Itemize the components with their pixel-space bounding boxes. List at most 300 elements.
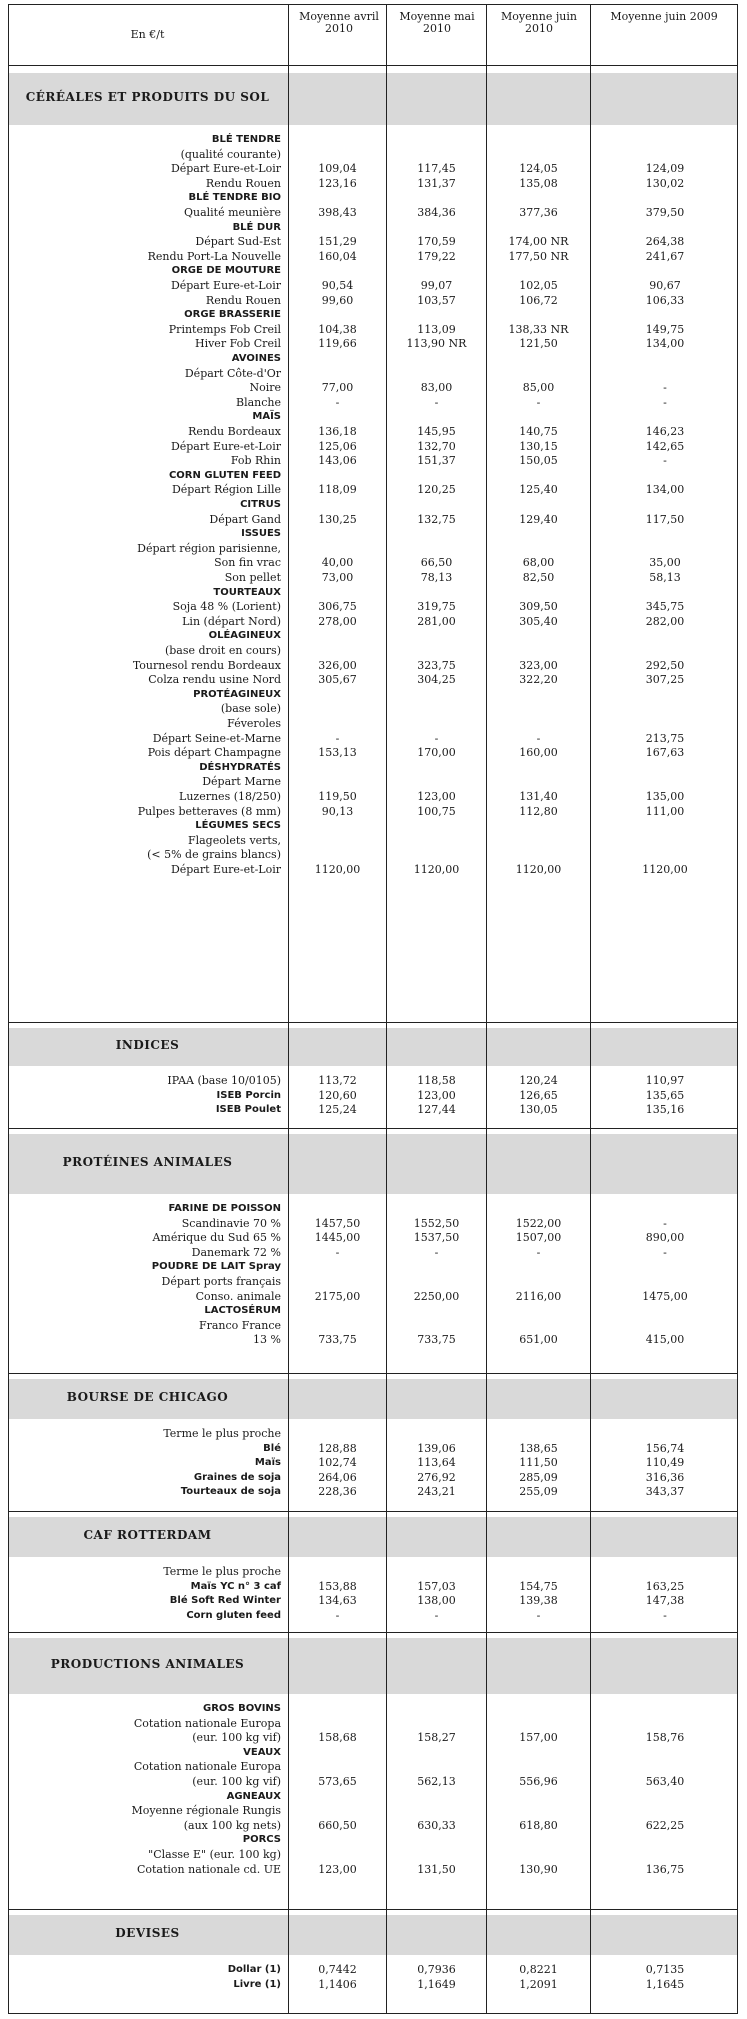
cell-value: 136,18	[318, 425, 357, 438]
row-label: Dollar (1)	[227, 1964, 281, 1975]
row-label: Maïs	[254, 1457, 281, 1469]
cell-value: 377,36	[519, 206, 558, 219]
row-label: Conso. animale	[195, 1289, 281, 1303]
cell-value: 40,00	[321, 556, 354, 570]
cell-value: 1120,00	[642, 863, 688, 876]
cell-value: 323,75	[417, 658, 456, 672]
cell-value: 139,38	[519, 1594, 558, 1608]
cell-value: 158,76	[645, 1731, 685, 1745]
cell-value: 158,68	[318, 1731, 357, 1745]
cell-value: 118,58	[417, 1074, 456, 1087]
cell-value: 78,13	[420, 571, 453, 584]
row-label: Fob Rhin	[230, 454, 281, 468]
row-label: BLÉ TENDRE BIO	[188, 192, 281, 204]
cell-value: 134,00	[645, 483, 685, 497]
cell-value: 264,06	[318, 1470, 357, 1484]
cell-value: 153,13	[318, 746, 357, 760]
row-label: Printemps Fob Creil	[168, 322, 281, 336]
cell-value: 316,36	[645, 1470, 685, 1484]
cell-value: -	[663, 1608, 667, 1622]
section-title: DEVISES	[115, 1926, 180, 1940]
row-label: Cotation nationale cd. UE	[136, 1862, 281, 1876]
row-label: (qualité courante)	[180, 147, 281, 161]
cell-value: 1,1645	[645, 1977, 685, 1991]
cell-value: -	[536, 395, 541, 409]
cell-value: 109,04	[318, 162, 357, 176]
section-divider	[9, 1511, 737, 1512]
cell-value: 58,13	[649, 571, 681, 584]
cell-value: 131,40	[519, 790, 558, 803]
cell-value: 111,50	[519, 1456, 558, 1470]
cell-value: 146,23	[645, 425, 685, 438]
cell-value: 345,75	[645, 600, 685, 614]
row-label: Départ Gand	[209, 512, 281, 526]
cell-value: -	[335, 395, 340, 409]
cell-value: -	[434, 731, 439, 745]
cell-value: 306,75	[318, 600, 357, 614]
row-label: Départ région parisienne,	[137, 541, 281, 555]
cell-value: -	[335, 731, 340, 745]
cell-value: 1522,00	[515, 1216, 562, 1230]
row-label: (base droit en cours)	[164, 644, 281, 657]
cell-value: 85,00	[522, 381, 555, 395]
row-label: Blé Soft Red Winter	[169, 1595, 281, 1607]
cell-value: 120,60	[318, 1088, 357, 1102]
row-label: Cotation nationale Europa	[133, 1716, 281, 1730]
row-label: Hiver Fob Creil	[194, 337, 281, 351]
price-table	[8, 4, 738, 2014]
cell-value: 130,05	[519, 1103, 558, 1117]
cell-value: -	[663, 1245, 667, 1259]
cell-value: 128,88	[318, 1441, 357, 1455]
row-label: Corn gluten feed	[186, 1609, 281, 1621]
row-label: (eur. 100 kg vif)	[192, 1731, 281, 1745]
cell-value: 630,33	[417, 1818, 456, 1832]
cell-value: 90,67	[649, 279, 681, 292]
cell-value: 103,57	[417, 293, 456, 307]
cell-value: 126,65	[519, 1088, 558, 1102]
cell-value: 113,64	[417, 1456, 456, 1470]
cell-value: -	[663, 1216, 667, 1230]
row-label: Noire	[249, 381, 281, 395]
cell-value: 123,00	[417, 790, 456, 803]
cell-value: 2116,00	[515, 1289, 562, 1303]
row-label: 13 %	[253, 1333, 281, 1347]
cell-value: 563,40	[645, 1775, 685, 1788]
cell-value: 167,63	[645, 746, 685, 760]
cell-value: -	[335, 1608, 340, 1622]
section-divider	[9, 1128, 737, 1129]
row-label: Scandinavie 70 %	[181, 1216, 281, 1230]
cell-value: 1445,00	[314, 1231, 361, 1245]
row-label: (< 5% de grains blancs)	[147, 848, 281, 862]
row-label: Livre (1)	[233, 1978, 281, 1990]
cell-value: 156,74	[645, 1441, 685, 1455]
row-label: VEAUX	[243, 1746, 281, 1758]
row-label: Blé	[263, 1442, 281, 1454]
row-label: "Classe E" (eur. 100 kg)	[148, 1848, 281, 1861]
cell-value: 241,67	[645, 249, 685, 263]
cell-value: 142,65	[645, 439, 685, 453]
row-label: Départ Marne	[202, 775, 281, 789]
cell-value: 1,2091	[519, 1977, 558, 1991]
row-label: AVOINES	[231, 353, 281, 364]
row-label: Rendu Rouen	[205, 176, 281, 190]
cell-value: 145,95	[417, 425, 456, 438]
cell-value: 130,25	[318, 512, 357, 526]
cell-value: 147,38	[645, 1594, 685, 1608]
row-label: ORGE DE MOUTURE	[171, 265, 281, 277]
cell-value: 1,1406	[318, 1977, 357, 1991]
row-label: Départ Sud-Est	[195, 235, 281, 249]
cell-value: 143,06	[318, 454, 357, 468]
cell-value: 255,09	[519, 1485, 558, 1499]
row-label: Tourteaux de soja	[180, 1486, 281, 1498]
row-label: ORGE BRASSERIE	[184, 309, 281, 321]
section-divider	[9, 1373, 737, 1374]
cell-value: 139,06	[417, 1441, 456, 1455]
cell-value: 129,40	[519, 512, 558, 526]
cell-value: -	[663, 454, 667, 468]
header-col-apr2010: Moyenne avril 2010	[299, 10, 379, 35]
cell-value: 149,75	[645, 322, 685, 336]
row-label: Départ Région Lille	[171, 483, 281, 497]
cell-value: 119,50	[318, 790, 357, 803]
row-label: ISEB Poulet	[215, 1104, 281, 1116]
header-unit: En €/t	[130, 28, 165, 41]
row-label: Soja 48 % (Lorient)	[172, 600, 281, 614]
cell-value: -	[335, 1245, 340, 1259]
section-title: PRODUCTIONS ANIMALES	[50, 1657, 245, 1671]
cell-value: 99,07	[420, 279, 453, 292]
cell-value: 125,40	[519, 483, 558, 497]
cell-value: 90,54	[321, 279, 354, 292]
cell-value: 157,03	[417, 1579, 456, 1593]
cell-value: -	[434, 395, 439, 409]
cell-value: 110,49	[645, 1456, 685, 1470]
row-label: ISEB Porcin	[216, 1089, 281, 1101]
row-label: Franco France	[198, 1318, 281, 1332]
cell-value: 90,13	[321, 804, 354, 818]
cell-value: 121,50	[519, 337, 558, 351]
cell-value: 322,20	[519, 673, 558, 687]
row-label: Terme le plus proche	[163, 1565, 281, 1578]
cell-value: 112,80	[519, 804, 558, 818]
row-label: Danemark 72 %	[191, 1245, 281, 1259]
cell-value: 138,33 NR	[508, 322, 569, 336]
cell-value: 160,04	[318, 249, 357, 263]
row-label: IPAA (base 10/0105)	[167, 1074, 281, 1087]
cell-value: 73,00	[321, 571, 354, 584]
cell-value: 134,63	[318, 1594, 357, 1608]
cell-value: 309,50	[519, 600, 558, 614]
cell-value: 134,00	[645, 337, 685, 351]
cell-value: 130,90	[519, 1862, 558, 1876]
cell-value: 106,33	[645, 293, 685, 307]
cell-value: 131,50	[417, 1862, 456, 1876]
cell-value: 123,16	[318, 176, 357, 190]
cell-value: 99,60	[321, 293, 354, 307]
row-label: LACTOSÉRUM	[204, 1305, 281, 1317]
cell-value: 622,25	[645, 1818, 685, 1832]
cell-value: 106,72	[519, 293, 558, 307]
cell-value: 130,15	[519, 439, 558, 453]
cell-value: 264,38	[645, 235, 685, 249]
col-divider	[288, 5, 289, 2013]
section-title: CAF ROTTERDAM	[83, 1528, 212, 1542]
cell-value: 323,00	[519, 658, 558, 672]
row-label: OLÉAGINEUX	[208, 630, 281, 642]
cell-value: 68,00	[522, 556, 555, 570]
row-label: PORCS	[242, 1834, 281, 1846]
cell-value: 651,00	[519, 1333, 558, 1347]
row-label: (aux 100 kg nets)	[183, 1818, 281, 1832]
row-label: (base sole)	[220, 702, 281, 716]
section-divider	[9, 1909, 737, 1910]
cell-value: 278,00	[318, 614, 357, 628]
row-label: LÉGUMES SECS	[195, 820, 281, 832]
row-label: AGNEAUX	[226, 1790, 281, 1802]
row-label: Colza rendu usine Nord	[148, 673, 281, 687]
cell-value: 281,00	[417, 614, 456, 628]
cell-value: 305,67	[318, 673, 357, 687]
cell-value: 154,75	[519, 1579, 558, 1593]
cell-value: 140,75	[519, 425, 558, 438]
row-label: Rendu Rouen	[205, 293, 281, 307]
cell-value: 113,09	[417, 322, 456, 336]
cell-value: 213,75	[645, 731, 685, 745]
cell-value: 135,00	[645, 790, 685, 803]
cell-value: 100,75	[417, 804, 456, 818]
section-title: BOURSE DE CHICAGO	[66, 1390, 229, 1404]
row-label: CITRUS	[240, 499, 281, 510]
cell-value: 285,09	[519, 1470, 558, 1484]
section-divider	[9, 1632, 737, 1633]
cell-value: 102,05	[519, 279, 558, 292]
col-divider	[590, 5, 591, 2013]
cell-value: 124,05	[519, 162, 558, 176]
cell-value: 282,00	[645, 614, 685, 628]
row-label: Qualité meunière	[183, 206, 281, 219]
row-label: Son pellet	[224, 571, 281, 584]
cell-value: 1120,00	[413, 863, 460, 876]
cell-value: 618,80	[519, 1818, 558, 1832]
cell-value: 151,29	[318, 235, 357, 249]
cell-value: 562,13	[417, 1775, 456, 1788]
row-label: PROTÉAGINEUX	[193, 688, 281, 700]
row-label: Départ ports français	[161, 1275, 281, 1288]
cell-value: 138,65	[519, 1441, 558, 1455]
row-label: FARINE DE POISSON	[168, 1203, 281, 1214]
cell-value: 66,50	[420, 556, 453, 570]
cell-value: 117,50	[645, 512, 685, 526]
row-label: Rendu Port-La Nouvelle	[147, 249, 281, 263]
cell-value: 158,27	[417, 1731, 456, 1745]
header-col-may2010: Moyenne mai 2010	[399, 10, 475, 35]
row-label: Départ Côte-d'Or	[184, 366, 281, 380]
row-label: BLÉ DUR	[232, 221, 281, 233]
cell-value: 118,09	[318, 483, 357, 497]
cell-value: 660,50	[318, 1818, 357, 1832]
row-label: CORN GLUTEN FEED	[168, 469, 281, 481]
cell-value: -	[663, 395, 667, 409]
cell-value: 733,75	[417, 1333, 456, 1347]
cell-value: 319,75	[417, 600, 456, 614]
header-divider	[9, 65, 737, 66]
cell-value: 305,40	[519, 614, 558, 628]
row-label: Départ Eure-et-Loir	[170, 439, 281, 453]
cell-value: 163,25	[645, 1579, 685, 1593]
cell-value: 104,38	[318, 322, 357, 336]
cell-value: 398,43	[318, 206, 357, 219]
cell-value: 276,92	[417, 1470, 456, 1484]
cell-value: -	[536, 1245, 541, 1259]
cell-value: 1475,00	[642, 1289, 688, 1303]
cell-value: 160,00	[519, 746, 558, 760]
cell-value: 1120,00	[314, 863, 361, 876]
cell-value: -	[663, 381, 667, 395]
cell-value: 415,00	[645, 1333, 685, 1347]
cell-value: 890,00	[645, 1231, 685, 1245]
row-label: ISSUES	[241, 528, 281, 540]
cell-value: 113,72	[318, 1074, 357, 1087]
cell-value: 170,00	[417, 746, 456, 760]
section-title: CÉRÉALES ET PRODUITS DU SOL	[25, 90, 270, 104]
cell-value: 135,65	[645, 1088, 685, 1102]
cell-value: 0,8221	[519, 1963, 558, 1976]
cell-value: 1552,50	[413, 1216, 460, 1230]
row-label: GROS BOVINS	[203, 1703, 281, 1714]
cell-value: 1537,50	[413, 1231, 460, 1245]
cell-value: 135,16	[645, 1103, 685, 1117]
cell-value: 2175,00	[314, 1289, 361, 1303]
row-label: Tournesol rendu Bordeaux	[132, 658, 281, 672]
row-label: Pois départ Champagne	[147, 746, 281, 760]
cell-value: 125,24	[318, 1103, 357, 1117]
cell-value: 131,37	[417, 176, 456, 190]
cell-value: 556,96	[519, 1775, 558, 1788]
cell-value: 136,75	[645, 1862, 685, 1876]
section-title: INDICES	[115, 1038, 180, 1052]
cell-value: -	[434, 1608, 439, 1622]
cell-value: -	[536, 1608, 541, 1622]
cell-value: 151,37	[417, 454, 456, 468]
cell-value: 2250,00	[413, 1289, 460, 1303]
row-label: Son fin vrac	[214, 556, 281, 570]
cell-value: 119,66	[318, 337, 357, 351]
row-label: Rendu Bordeaux	[188, 425, 281, 438]
cell-value: 123,00	[318, 1862, 357, 1876]
cell-value: 1507,00	[515, 1231, 562, 1245]
cell-value: 343,37	[645, 1485, 685, 1499]
row-label: Départ Eure-et-Loir	[170, 863, 281, 876]
cell-value: 117,45	[417, 162, 456, 176]
section-divider	[9, 1022, 737, 1023]
cell-value: 573,65	[318, 1775, 357, 1788]
cell-value: 110,97	[645, 1074, 685, 1087]
cell-value: 1120,00	[515, 863, 562, 876]
row-label: POUDRE DE LAIT Spray	[151, 1261, 281, 1273]
cell-value: 170,59	[417, 235, 456, 249]
cell-value: 83,00	[420, 381, 453, 395]
cell-value: 733,75	[318, 1333, 357, 1347]
row-label: Départ Eure-et-Loir	[170, 279, 281, 292]
header-col-jun2009: Moyenne juin 2009	[610, 10, 718, 23]
cell-value: -	[434, 1245, 439, 1259]
cell-value: -	[536, 731, 541, 745]
row-label: Blanche	[236, 395, 281, 409]
cell-value: 135,08	[519, 176, 558, 190]
row-label: TOURTEAUX	[213, 586, 281, 598]
row-label: Lin (départ Nord)	[182, 614, 281, 628]
cell-value: 153,88	[318, 1579, 357, 1593]
row-label: Luzernes (18/250)	[179, 790, 281, 803]
row-label: (eur. 100 kg vif)	[192, 1775, 281, 1788]
row-label: Maïs YC n° 3 caf	[190, 1580, 281, 1592]
cell-value: 379,50	[645, 206, 685, 219]
cell-value: 132,75	[417, 512, 456, 526]
cell-value: 125,06	[318, 439, 357, 453]
cell-value: 0,7936	[417, 1963, 456, 1976]
row-label: Féveroles	[227, 717, 281, 730]
cell-value: 0,7135	[645, 1963, 685, 1976]
section-title: PROTÉINES ANIMALES	[62, 1155, 233, 1169]
cell-value: 123,00	[417, 1088, 456, 1102]
cell-value: 243,21	[417, 1485, 456, 1499]
cell-value: 292,50	[645, 658, 685, 672]
header-col-jun2010: Moyenne juin 2010	[501, 10, 577, 35]
cell-value: 120,24	[519, 1074, 558, 1087]
row-label: Moyenne régionale Rungis	[131, 1804, 281, 1818]
col-divider	[386, 5, 387, 2013]
cell-value: 113,90 NR	[406, 337, 467, 351]
cell-value: 179,22	[417, 249, 456, 263]
cell-value: 1,1649	[417, 1977, 456, 1991]
cell-value: 35,00	[649, 556, 681, 570]
cell-value: 150,05	[519, 454, 558, 468]
cell-value: 132,70	[417, 439, 456, 453]
cell-value: 77,00	[321, 381, 354, 395]
cell-value: 82,50	[522, 571, 555, 584]
row-label: Cotation nationale Europa	[133, 1760, 281, 1774]
row-label: Graines de soja	[193, 1471, 281, 1483]
cell-value: 130,02	[645, 176, 685, 190]
cell-value: 228,36	[318, 1485, 357, 1499]
row-label: Départ Seine-et-Marne	[152, 731, 281, 745]
cell-value: 124,09	[645, 162, 685, 176]
col-divider	[486, 5, 487, 2013]
cell-value: 127,44	[417, 1103, 456, 1117]
cell-value: 384,36	[417, 206, 456, 219]
cell-value: 138,00	[417, 1594, 456, 1608]
cell-value: 1457,50	[314, 1216, 361, 1230]
cell-value: 157,00	[519, 1731, 558, 1745]
row-label: BLÉ TENDRE	[211, 134, 281, 145]
row-label: MAÏS	[252, 411, 281, 423]
cell-value: 120,25	[417, 483, 456, 497]
row-label: DÉSHYDRATÉS	[199, 761, 281, 773]
row-label: Terme le plus proche	[163, 1427, 281, 1440]
row-label: Flageolets verts,	[187, 833, 281, 847]
row-label: Amérique du Sud 65 %	[152, 1231, 281, 1245]
cell-value: 0,7442	[318, 1963, 357, 1976]
cell-value: 111,00	[645, 804, 685, 818]
cell-value: 102,74	[318, 1456, 357, 1470]
cell-value: 174,00 NR	[508, 235, 569, 249]
cell-value: 307,25	[645, 673, 685, 687]
cell-value: 304,25	[417, 673, 456, 687]
row-label: Départ Eure-et-Loir	[170, 162, 281, 176]
